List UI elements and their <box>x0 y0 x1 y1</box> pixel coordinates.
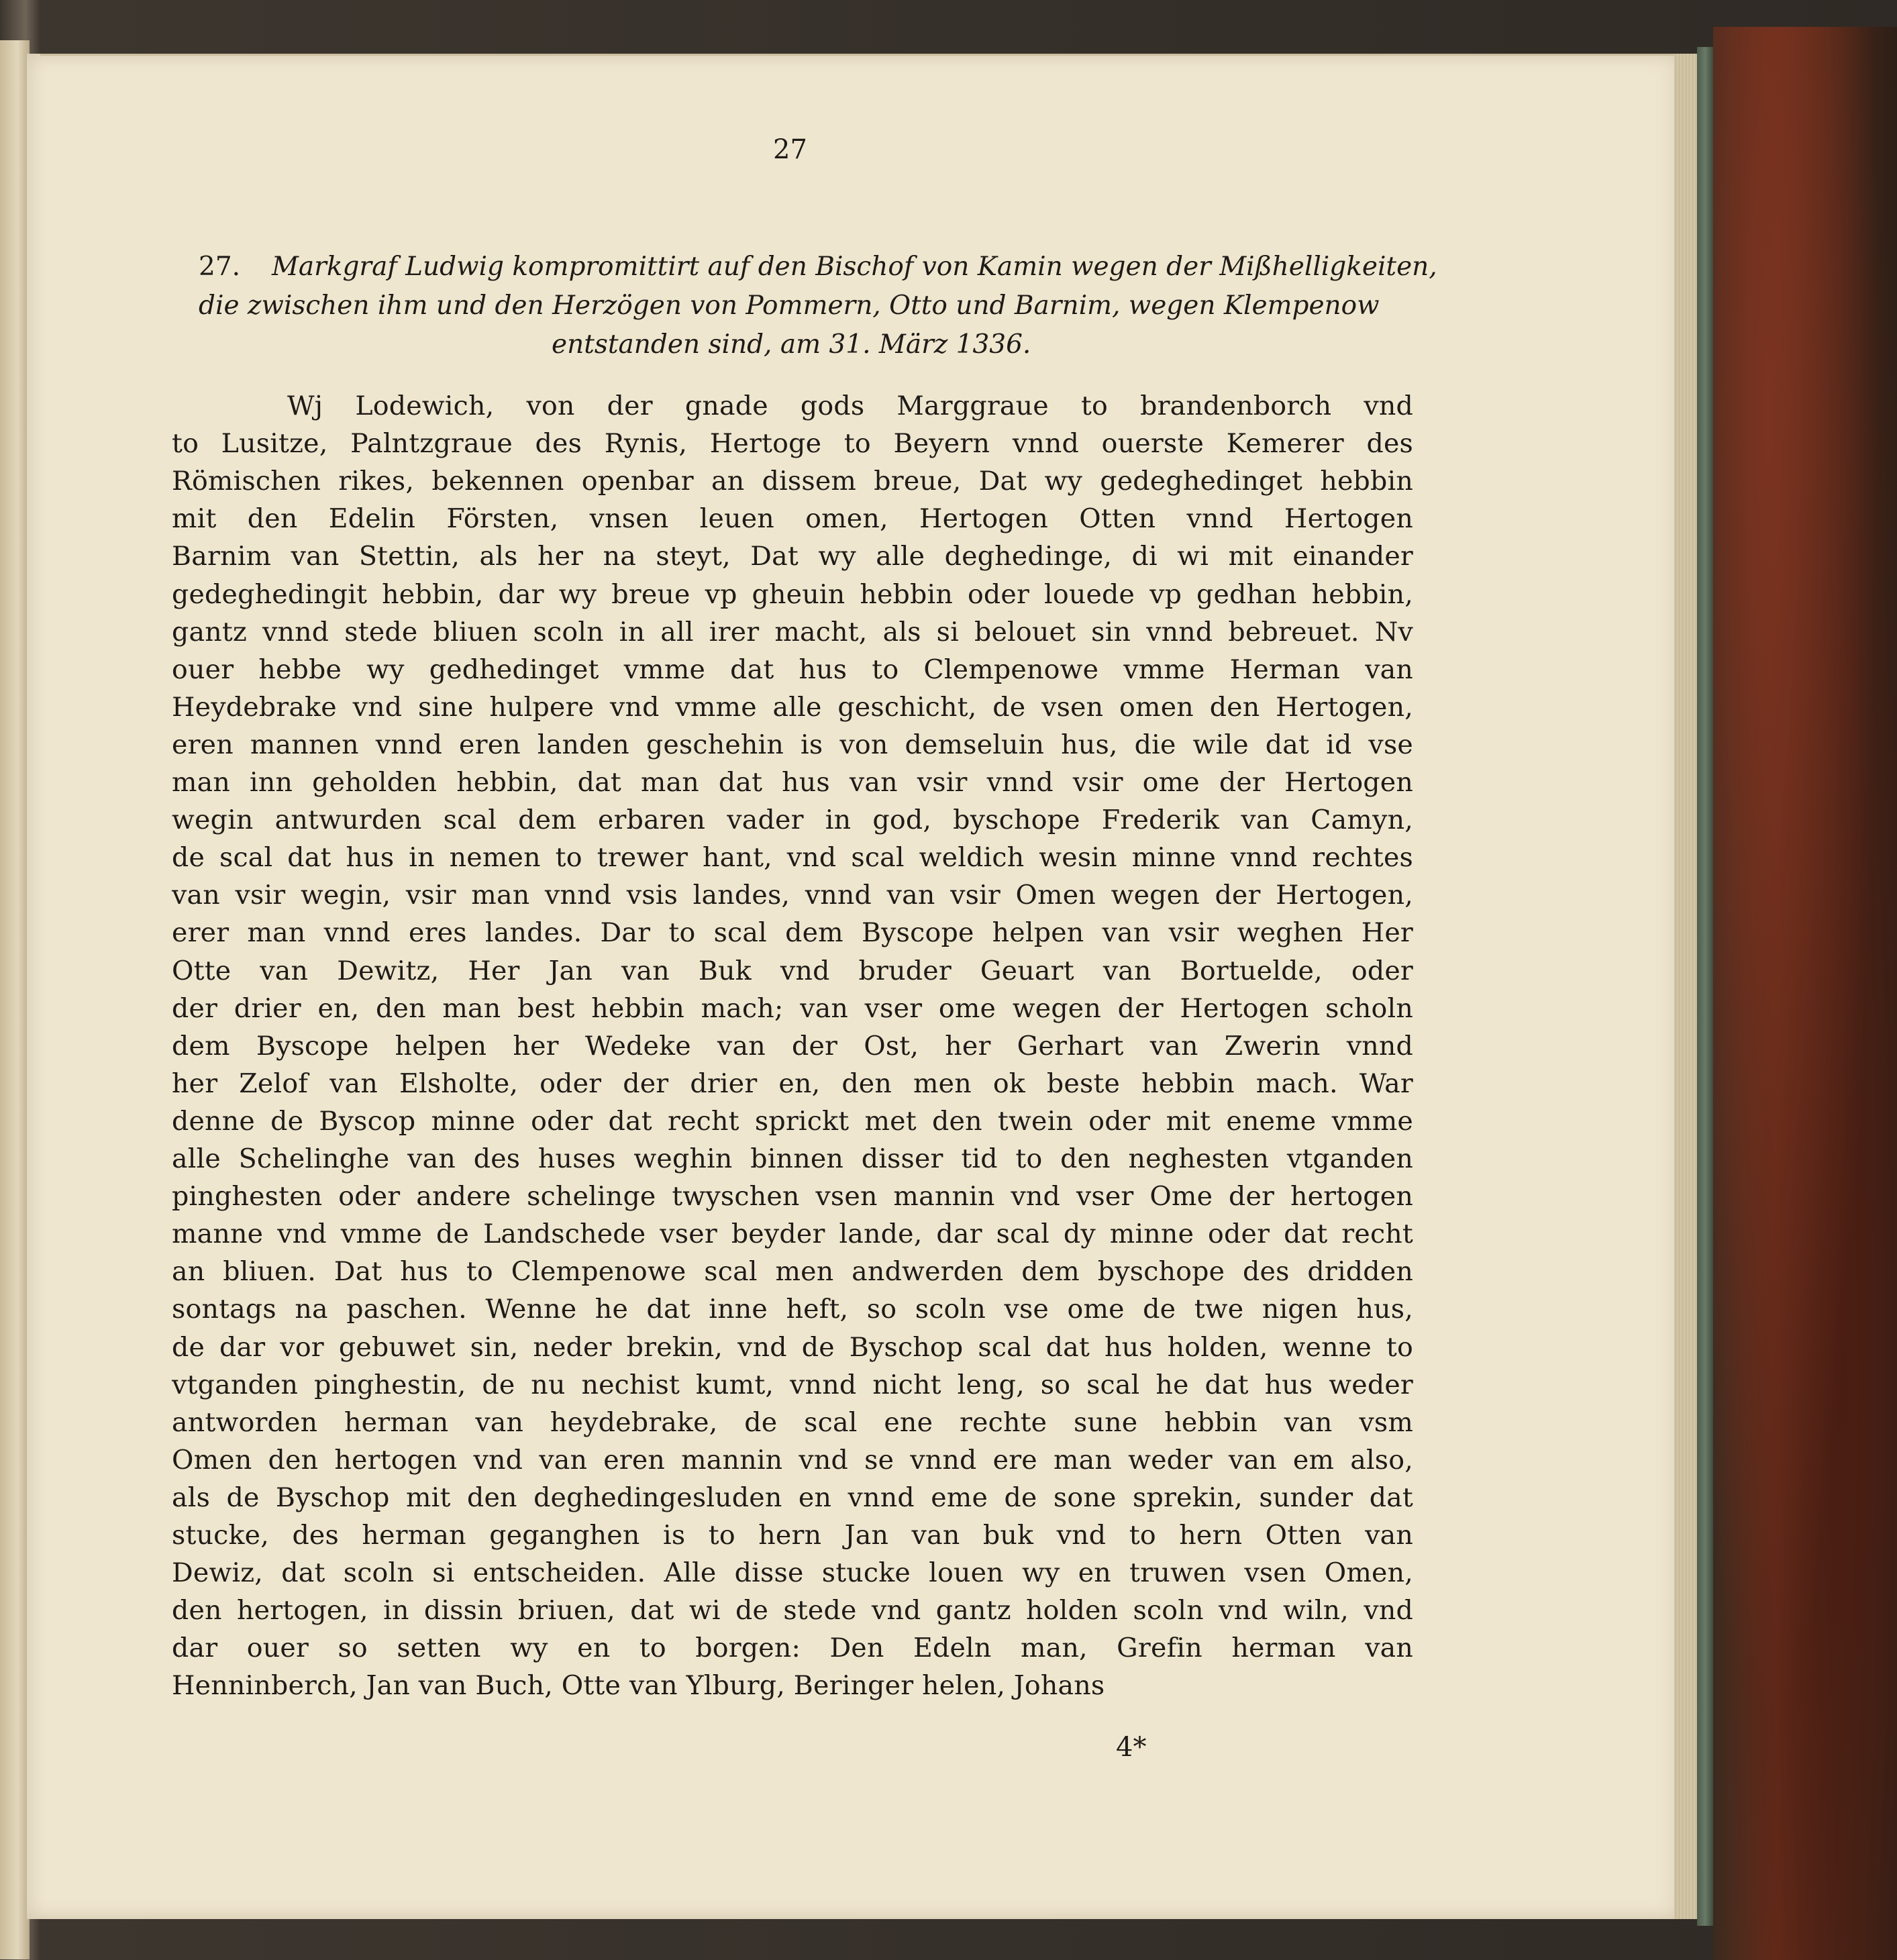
body-line: wegin antwurden scal dem erbaren vader in god, byschope Frederik van Camyn, <box>172 805 1413 836</box>
body-line: mit den Edelin Försten, vnsen leuen omen, Hertogen Otten vnnd Hertogen <box>172 503 1413 535</box>
body-line: to Lusitze, Palntzgraue des Rynis, Hertoge to Beyern vnnd ouerste Kemerer des <box>172 428 1413 460</box>
heading-line: Markgraf Ludwig kompromittirt auf den Bischof von Kamin wegen der Mißhelligkeiten, <box>272 252 1437 282</box>
body-line: alle Schelinghe van des huses weghin binnen disser tid to den neghesten vtganden <box>172 1143 1413 1174</box>
body-line: eren mannen vnnd eren landen geschehin is von demseluin hus, die wile dat id vse <box>172 729 1413 760</box>
body-line: Barnim van Stettin, als her na steyt, Dat wy alle deghedinge, di wi mit einander <box>172 541 1413 572</box>
body-line: denne de Byscop minne oder dat recht sprickt met den twein oder mit eneme vmme <box>172 1105 1413 1137</box>
body-line: gantz vnnd stede bliuen scoln in all irer macht, als si belouet sin vnnd bebreuet. Nv <box>172 616 1413 648</box>
marbled-cover <box>1713 27 1897 1960</box>
page-fore-edge <box>1674 54 1697 1919</box>
body-line: Omen den hertogen vnd van eren mannin vnd se vnnd ere man weder van em also, <box>172 1444 1413 1476</box>
body-line: den hertogen, in dissin briuen, dat wi de stede vnd gantz holden scoln vnd wiln, vnd <box>172 1595 1413 1627</box>
body-line: erer man vnnd eres landes. Dar to scal dem Byscope helpen van vsir weghen Her <box>172 917 1413 949</box>
body-line: vtganden pinghestin, de nu nechist kumt, vnnd nicht leng, so scal he dat hus weder <box>172 1369 1413 1400</box>
body-line: Otte van Dewitz, Her Jan van Buk vnd bruder Geuart van Bortuelde, oder <box>172 955 1413 986</box>
body-line: Heydebrake vnd sine hulpere vnd vmme alle geschicht, de vsen omen den Hertogen, <box>172 691 1413 723</box>
body-line: de scal dat hus in nemen to trewer hant, vnd scal weldich wesin minne vnnd rechtes <box>172 842 1413 874</box>
document-number: 27. <box>199 252 241 282</box>
body-line: der drier en, den man best hebbin mach; van vser ome wegen der Hertogen scholn <box>172 992 1413 1024</box>
body-line: ouer hebbe wy gedhedinget vmme dat hus to Clempenowe vmme Herman van <box>172 654 1413 685</box>
body-line: dem Byscope helpen her Wedeke van der Ost, her Gerhart van Zwerin vnnd <box>172 1030 1413 1062</box>
body-line: an bliuen. Dat hus to Clempenowe scal men andwerden dem byschope des dridden <box>172 1256 1413 1288</box>
body-line: manne vnd vmme de Landschede vser beyder lande, dar scal dy minne oder dat recht <box>172 1219 1413 1250</box>
heading-line: die zwischen ihm und den Herzögen von Pommern, Otto und Barnim, wegen Klempenow <box>199 291 1380 321</box>
heading-line: entstanden sind, am 31. März 1336. <box>552 329 1031 360</box>
body-line: dar ouer so setten wy en to borgen: Den Edeln man, Grefin herman van <box>172 1633 1413 1664</box>
body-line: man inn geholden hebbin, dat man dat hus van vsir vnnd vsir ome der Hertogen <box>172 767 1413 798</box>
body-line: Dewiz, dat scoln si entscheiden. Alle disse stucke louen wy en truwen vsen Omen, <box>172 1557 1413 1589</box>
page-number: 27 <box>773 134 807 165</box>
page-top-edge <box>40 54 1678 56</box>
body-line: gedeghedingit hebbin, dar wy breue vp gheuin hebbin oder louede vp gedhan hebbin, <box>172 578 1413 610</box>
body-line: antworden herman van heydebrake, de scal ene rechte sune hebbin van vsm <box>172 1406 1413 1438</box>
body-line: sontags na paschen. Wenne he dat inne heft, so scoln vse ome de twe nigen hus, <box>172 1294 1413 1325</box>
body-line: her Zelof van Elsholte, oder der drier en, den men ok beste hebbin mach. War <box>172 1068 1413 1099</box>
left-page-edge <box>0 40 30 1959</box>
book-cover-edge <box>1697 47 1713 1926</box>
body-line: Henninberch, Jan van Buch, Otte van Ylburg, Beringer helen, Johans <box>172 1670 1105 1702</box>
body-line: pinghesten oder andere schelinge twyschen vsen mannin vnd vser Ome der hertogen <box>172 1181 1413 1213</box>
body-line: stucke, des herman geganghen is to hern Jan van buk vnd to hern Otten van <box>172 1520 1413 1551</box>
signature-mark: 4* <box>1116 1732 1147 1763</box>
body-line: Wj Lodewich, von der gnade gods Marggraue to brandenborch vnd <box>287 391 1413 421</box>
body-line: als de Byschop mit den deghedingesluden en vnnd eme de sone sprekin, sunder dat <box>172 1482 1413 1513</box>
body-line: van vsir wegin, vsir man vnnd vsis landes, vnnd van vsir Omen wegen der Hertogen, <box>172 880 1413 911</box>
body-line: Römischen rikes, bekennen openbar an dissem breue, Dat wy gedeghedinget hebbin <box>172 466 1413 497</box>
body-line: de dar vor gebuwet sin, neder brekin, vnd de Byschop scal dat hus holden, wenne to <box>172 1331 1413 1363</box>
